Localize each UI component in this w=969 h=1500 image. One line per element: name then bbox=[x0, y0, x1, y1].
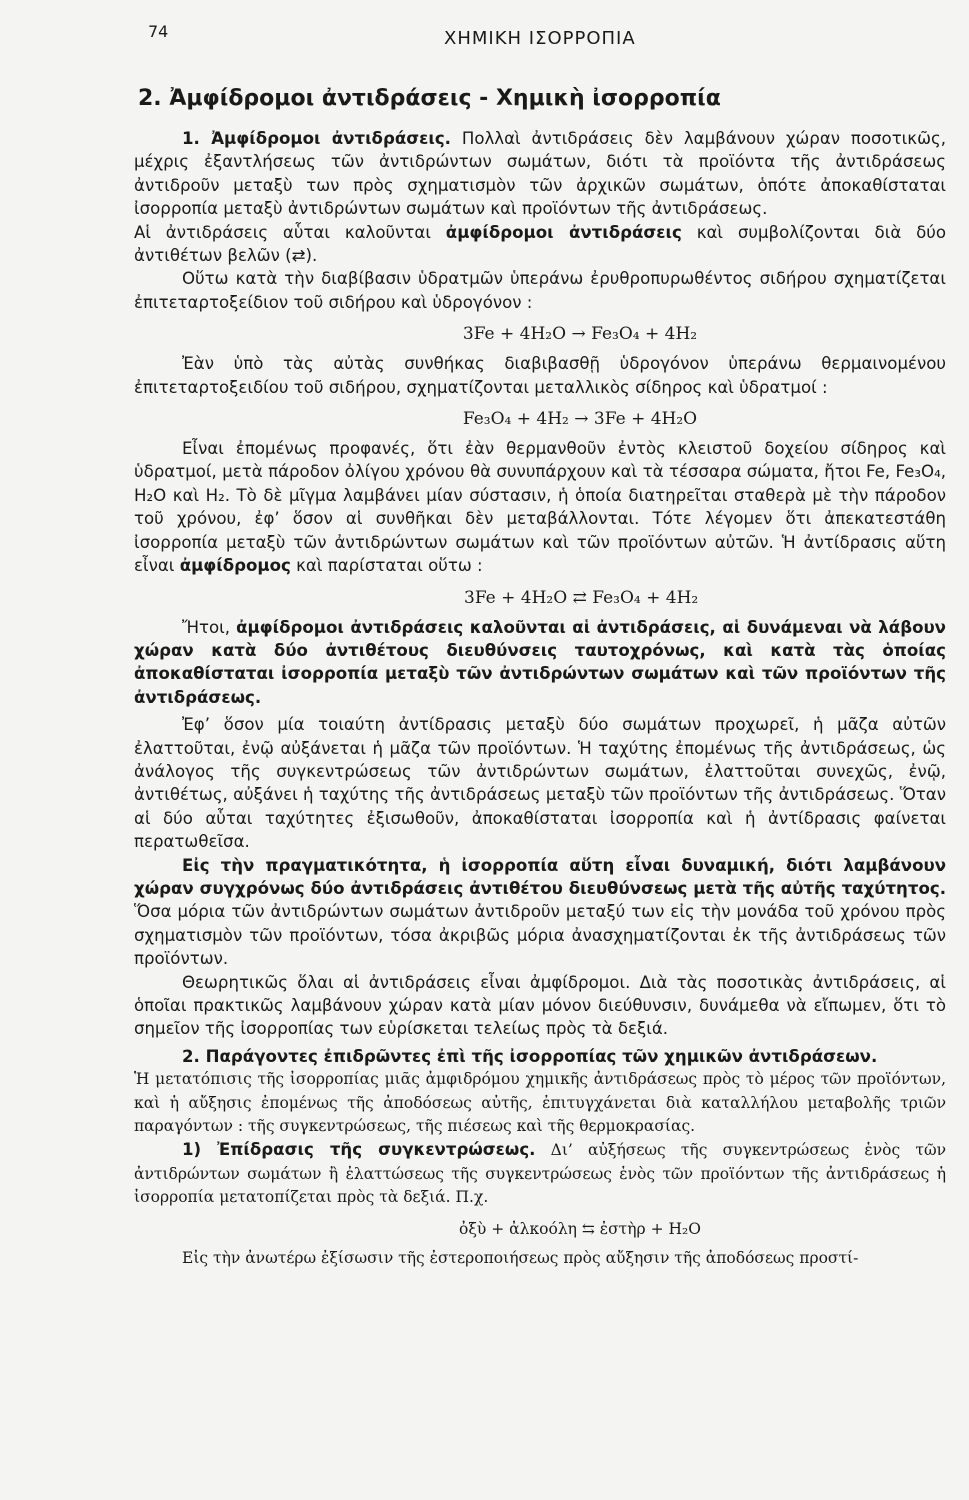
paragraph-8 bbox=[134, 854, 946, 971]
page-body bbox=[134, 86, 946, 1270]
paragraph-9: Θεωρητικῶς ὅλαι αἱ ἀντιδράσεις εἶναι ἀμφίδρομοι. Διὰ τὰς ποσοτικὰς ἀντιδράσεις, αἱ ὁποῖαι πρακτικῶς λαμβάνουν χώραν κατὰ μίαν μόνον διεύθυνσιν, δυνάμεθα νὰ εἴπωμεν, ὅτι τὸ σημεῖον τῆς ἰσορροπίας των εὑρίσκεται τελείως πρὸς τὰ δεξιά. bbox=[134, 972, 946, 1039]
equation-4: ὀξὺ + ἀλκοόλη ⇆ ἐστὴρ + H₂O bbox=[459, 1219, 701, 1238]
equation-2: Fe₃O₄ + 4H₂ → 3Fe + 4H₂O bbox=[462, 409, 698, 430]
paragraph-2-text-c: καὶ συμβολίζονται διὰ δύο ἀντιθέτων βελῶν (⇄). bbox=[134, 222, 947, 266]
running-title: ΧΗΜΙΚΗ ΙΣΟΡΡΟΠΙΑ bbox=[444, 28, 636, 49]
paragraph-5 bbox=[134, 437, 946, 577]
paragraph-4: Ἐὰν ὑπὸ τὰς αὐτὰς συνθήκας διαβιβασθῇ ὑδρογόνον ὑπεράνω θερμαινομένου ἐπιτεταρτοξειδίου τοῦ σιδήρου, σχηματίζονται μεταλλικὸς σίδηρος καὶ ὑδρατμοί : bbox=[134, 354, 946, 397]
paragraph-6 bbox=[134, 616, 946, 710]
chapter-title: 2. Ἀμφίδρομοι ἀντιδράσεις - Χημικὴ ἰσορροπία bbox=[138, 86, 721, 111]
page-number: 74 bbox=[148, 22, 169, 41]
paragraph-2-text-a: Αἱ ἀντιδράσεις αὗται καλοῦνται bbox=[134, 222, 446, 242]
section-heading-1: 1. Ἀμφίδρομοι ἀντιδράσεις. bbox=[182, 129, 451, 148]
paragraph-12: Εἰς τὴν ἀνωτέρω ἐξίσωσιν τῆς ἐστεροποιήσεως πρὸς αὔξησιν τῆς ἀποδόσεως προστί- bbox=[182, 1249, 859, 1268]
paragraph-11-text: Δι’ αὐξήσεως τῆς συγκεντρώσεως ἑνὸς τῶν ἀντιδρώντων σωμάτων ἢ ἐλαττώσεως τῆς συγκεντρώσεως ἑνὸς τῶν προϊόντων τῆς ἀντιδράσεως ἡ ἰσορροπία μετατοπίζεται πρὸς τὰ δεξιά. Π.χ. bbox=[134, 1141, 946, 1207]
paragraph-3: Οὕτω κατὰ τὴν διαβίβασιν ὑδρατμῶν ὑπεράνω ἐρυθροπυρωθέντος σιδήρου σχηματίζεται ἐπιτεταρτοξείδιον τοῦ σιδήρου καὶ ὑδρογόνον : bbox=[134, 269, 946, 312]
equation-1: 3Fe + 4H₂O → Fe₃O₄ + 4H₂ bbox=[462, 324, 698, 345]
section-heading-2-para bbox=[134, 1045, 946, 1068]
paragraph-6-text-a: Ἤτοι, bbox=[182, 617, 237, 637]
paragraph-5-text-c: καὶ παρίσταται οὕτω : bbox=[290, 556, 483, 576]
paragraph-8-text: Ὅσα μόρια τῶν ἀντιδρώντων σωμάτων ἀντιδροῦν μεταξύ των εἰς τὴν μονάδα τοῦ χρόνου πρὸς σχηματισμὸν τῶν προϊόντων, τόσα ἀκριβῶς μόρια ἀνασχηματίζονται ἐκ τῆς ἀντιδράσεως τῶν προϊόντων. bbox=[134, 902, 946, 969]
paragraph-10: Ἡ μετατόπισις τῆς ἰσορροπίας μιᾶς ἀμφιδρόμου χημικῆς ἀντιδράσεως πρὸς τὸ μέρος τῶν προϊόντων, καὶ ἡ αὔξησις ἐπομένως τῆς ἀποδόσεως αὐτῆς, ἐπιτυγχάνεται διὰ καταλλήλου μεταβολῆς τριῶν παραγόντων : τῆς συγκεντρώσεως, τῆς πιέσεως καὶ τῆς θερμοκρασίας. bbox=[134, 1070, 946, 1136]
paragraph-2 bbox=[134, 221, 946, 268]
definition-bold: ἀμφίδρομοι ἀντιδράσεις καλοῦνται αἱ ἀντιδράσεις, αἱ δυνάμεναι νὰ λάβουν χώραν κατὰ δύο ἀντιθέτους διευθύνσεις ταυτοχρόνως, καὶ κατὰ τὰς ὁποίας ἀποκαθίσταται ἰσορροπία μεταξὺ τῶν ἀντιδρώντων σωμάτων καὶ τῶν προϊόντων τῆς ἀντιδράσεως. bbox=[134, 617, 946, 707]
paragraph-7: Ἐφ’ ὅσον μία τοιαύτη ἀντίδρασις μεταξὺ δύο σωμάτων προχωρεῖ, ἡ μᾶζα αὐτῶν ἐλαττοῦται, ἐνῷ αὐξάνεται ἡ μᾶζα τῶν προϊόντων. Ἡ ταχύτης ἐπομένως τῆς ἀντιδράσεως, ὡς ἀνάλογος τῆς συγκεντρώσεως τῶν ἀντιδρώντων σωμάτων, ἐλαττοῦται συνεχῶς, ἐνῷ, ἀντιθέτως, αὐξάνει ἡ ταχύτης τῆς ἀντιδράσεως μεταξὺ τῶν προϊόντων τῆς ἀντιδράσεως. Ὅταν αἱ δύο αὗται ταχύτητες ἐξισωθοῦν, ἀποκαθίσταται ἰσορροπία καὶ ἡ ἀντίδρασις φαίνεται περατωθεῖσα. bbox=[134, 715, 946, 852]
paragraph-1 bbox=[134, 127, 946, 221]
paragraph-8-bold: Εἰς τὴν πραγματικότητα, ἡ ἰσορροπία αὕτη εἶναι δυναμική, διότι λαμβάνουν χώραν συγχρόνως δύο ἀντιδράσεις ἀντιθέτου διευθύνσεως μετὰ τῆς αὐτῆς ταχύτητος. bbox=[134, 855, 946, 898]
paragraph-11 bbox=[134, 1138, 946, 1209]
page-header bbox=[0, 22, 969, 52]
section-heading-3: 1) Ἐπίδρασις τῆς συγκεντρώσεως. bbox=[182, 1140, 536, 1160]
section-heading-2: 2. Παράγοντες ἐπιδρῶντες ἐπὶ τῆς ἰσορροπίας τῶν χημικῶν ἀντιδράσεων. bbox=[182, 1046, 878, 1066]
term-bold-amfidromos: ἀμφίδρομος bbox=[179, 556, 291, 576]
term-bold: ἀμφίδρομοι ἀντιδράσεις bbox=[445, 222, 682, 242]
equation-3: 3Fe + 4H₂O ⇄ Fe₃O₄ + 4H₂ bbox=[464, 587, 699, 608]
paragraph-5-text-a: Εἶναι ἐπομένως προφανές, ὅτι ἐὰν θερμανθοῦν ἐντὸς κλειστοῦ δοχείου σίδηρος καὶ ὑδρατμοί, μετὰ πάροδον ὀλίγου χρόνου θὰ συνυπάρχουν καὶ τὰ τέσσαρα σώματα, ἤτοι Fe, Fe₃O₄, H₂O καὶ H₂. Τὸ δὲ μῖγμα λαμβάνει μίαν σύστασιν, ἡ ὁποία διατηρεῖται σταθερὰ μὲ τὴν πάροδον τοῦ χρόνου, ἐφ’ ὅσον αἱ συνθῆκαι δὲν μεταβάλλονται. Τότε λέγομεν ὅτι ἀπεκατεστάθη ἰσορροπία μεταξὺ τῶν ἀντιδρώντων σωμάτων καὶ τῶν προϊόντων αὐτῶν. Ἡ ἀντίδρασις αὕτη εἶναι bbox=[134, 439, 946, 576]
paragraph-1-text: Πολλαὶ ἀντιδράσεις δὲν λαμβάνουν χώραν ποσοτικῶς, μέχρις ἐξαντλήσεως τῶν ἀντιδρώντων σωμάτων, διότι τὰ προϊόντα τῆς ἀντιδράσεως ἀντιδροῦν μεταξὺ των πρὸς σχηματισμὸν τῶν ἀρχικῶν σωμάτων, ὁπότε ἀποκαθίσταται ἰσορροπία μεταξὺ ἀντιδρώντων σωμάτων καὶ προϊόντων τῆς ἀντιδράσεως. bbox=[134, 129, 946, 219]
